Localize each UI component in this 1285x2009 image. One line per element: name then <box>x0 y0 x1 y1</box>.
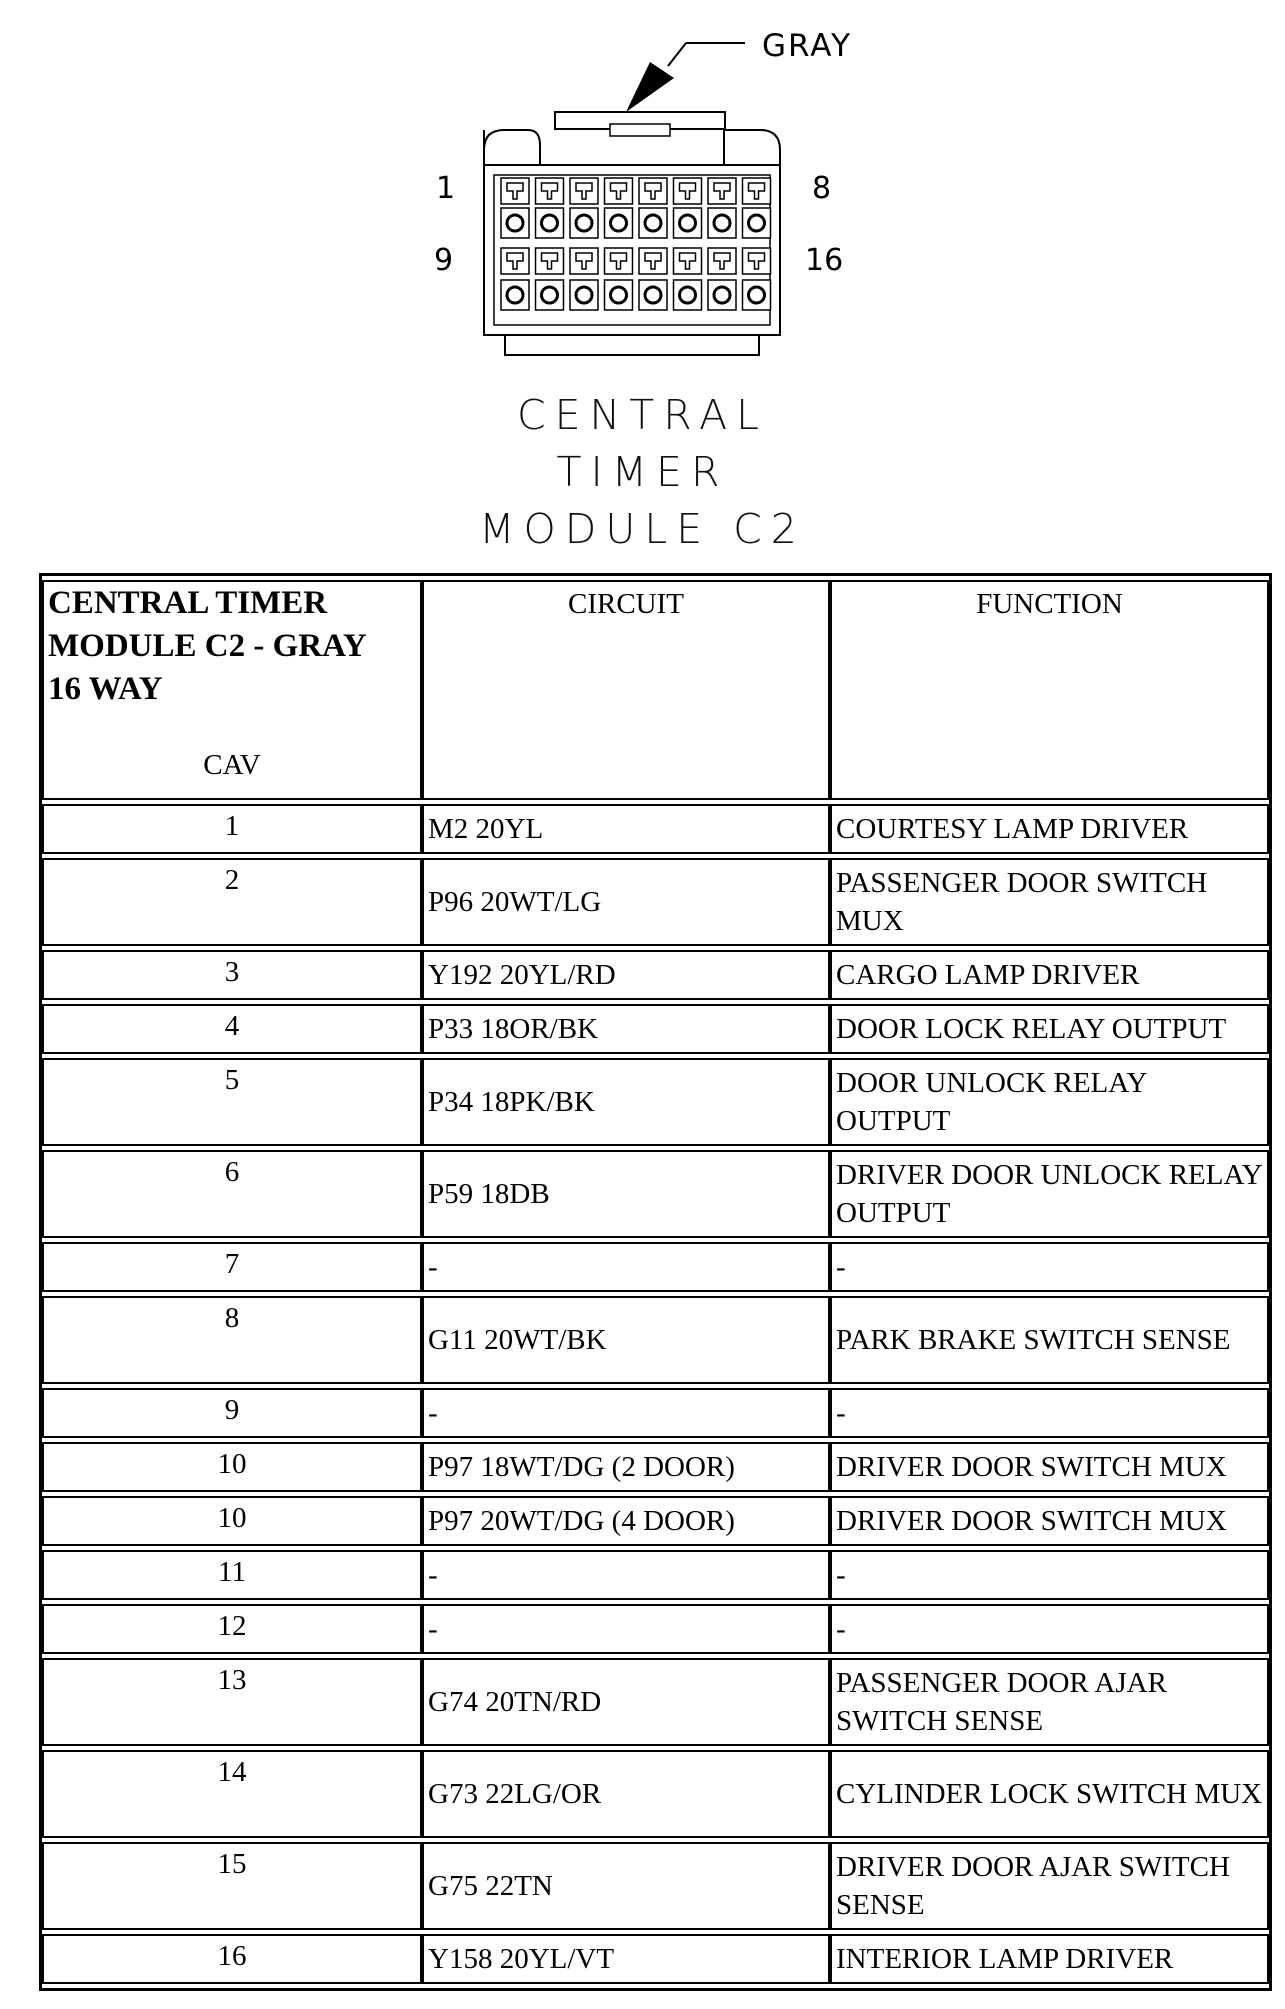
diagram-title-line-2: TIMER <box>556 448 729 496</box>
function-cell: - <box>830 1242 1269 1292</box>
pin-hole-icon <box>645 215 661 231</box>
cav-cell: 1 <box>42 804 422 854</box>
function-cell: DOOR LOCK RELAY OUTPUT <box>830 1004 1269 1054</box>
pin-hole-icon <box>542 287 558 303</box>
connector-header-line-3: 16 WAY <box>48 671 163 707</box>
pinout-rows <box>42 804 1269 1984</box>
pin-label-8: 8 <box>812 171 832 206</box>
circuit-cell: G74 20TN/RD <box>422 1658 830 1746</box>
connector-header-line-1: CENTRAL TIMER <box>48 585 328 621</box>
function-cell: DRIVER DOOR AJAR SWITCH SENSE <box>830 1842 1269 1930</box>
terminal-latch <box>536 248 564 274</box>
pin-hole-icon <box>507 215 523 231</box>
terminal-latch <box>743 178 771 204</box>
function-cell: DRIVER DOOR UNLOCK RELAY OUTPUT <box>830 1150 1269 1238</box>
function-cell: INTERIOR LAMP DRIVER <box>830 1934 1269 1984</box>
pin-hole-icon <box>680 287 696 303</box>
table-row <box>42 1658 1269 1746</box>
pin-hole-icon <box>749 215 765 231</box>
terminal-latch <box>570 178 598 204</box>
cav-cell: 4 <box>42 1004 422 1054</box>
table-row <box>42 1842 1269 1930</box>
table-row <box>42 1388 1269 1438</box>
cav-cell: 13 <box>42 1658 422 1746</box>
pin-label-9: 9 <box>434 243 454 278</box>
table-row <box>42 1242 1269 1292</box>
pin-hole-icon <box>714 287 730 303</box>
pin-label-16: 16 <box>805 243 844 278</box>
circuit-cell: - <box>422 1388 830 1438</box>
function-cell: COURTESY LAMP DRIVER <box>830 804 1269 854</box>
pin-hole-icon <box>507 287 523 303</box>
table-row <box>42 1442 1269 1492</box>
table-row <box>42 1550 1269 1600</box>
circuit-cell: P96 20WT/LG <box>422 858 830 946</box>
table-row <box>42 858 1269 946</box>
cav-cell: 15 <box>42 1842 422 1930</box>
cav-cell: 8 <box>42 1296 422 1384</box>
cav-cell: 11 <box>42 1550 422 1600</box>
terminal-latch <box>639 178 667 204</box>
table-row <box>42 1496 1269 1546</box>
cav-cell: 16 <box>42 1934 422 1984</box>
cav-cell: 3 <box>42 950 422 1000</box>
diagram-title-line-3: MODULE C2 <box>479 505 806 553</box>
terminal-latch <box>605 248 633 274</box>
terminal-latch <box>501 178 529 204</box>
color-callout-label: GRAY <box>762 28 853 64</box>
pin-hole-icon <box>576 215 592 231</box>
circuit-cell: G73 22LG/OR <box>422 1750 830 1838</box>
circuit-cell: - <box>422 1242 830 1292</box>
function-cell: - <box>830 1604 1269 1654</box>
connector-header-cell <box>42 580 422 800</box>
pin-hole-icon <box>645 287 661 303</box>
function-cell: DOOR UNLOCK RELAY OUTPUT <box>830 1058 1269 1146</box>
table-row <box>42 804 1269 854</box>
function-cell: - <box>830 1388 1269 1438</box>
circuit-cell: Y158 20YL/VT <box>422 1934 830 1984</box>
circuit-cell: P97 18WT/DG (2 DOOR) <box>422 1442 830 1492</box>
function-cell: CYLINDER LOCK SWITCH MUX <box>830 1750 1269 1838</box>
function-cell: CARGO LAMP DRIVER <box>830 950 1269 1000</box>
circuit-cell: - <box>422 1550 830 1600</box>
table-row <box>42 1058 1269 1146</box>
diagram-title-line-1: CENTRAL <box>517 391 768 439</box>
circuit-cell: Y192 20YL/RD <box>422 950 830 1000</box>
terminal-latch <box>536 178 564 204</box>
table-row <box>42 1150 1269 1238</box>
terminal-latch <box>501 248 529 274</box>
pin-hole-icon <box>680 215 696 231</box>
cav-cell: 7 <box>42 1242 422 1292</box>
circuit-cell: G11 20WT/BK <box>422 1296 830 1384</box>
pin-label-1: 1 <box>436 171 456 206</box>
terminal-latch <box>708 178 736 204</box>
function-cell: PARK BRAKE SWITCH SENSE <box>830 1296 1269 1384</box>
function-cell: DRIVER DOOR SWITCH MUX <box>830 1496 1269 1546</box>
function-cell: PASSENGER DOOR AJAR SWITCH SENSE <box>830 1658 1269 1746</box>
pin-hole-icon <box>576 287 592 303</box>
function-cell: - <box>830 1550 1269 1600</box>
table-row <box>42 1296 1269 1384</box>
circuit-cell: M2 20YL <box>422 804 830 854</box>
pin-hole-icon <box>749 287 765 303</box>
table-row <box>42 1934 1269 1984</box>
table-header-row <box>42 580 1269 800</box>
connector-header-line-2: MODULE C2 - GRAY <box>48 628 367 664</box>
table-row <box>42 1604 1269 1654</box>
table-row <box>42 1004 1269 1054</box>
pin-hole-icon <box>611 215 627 231</box>
circuit-cell: G75 22TN <box>422 1842 830 1930</box>
terminal-latch <box>639 248 667 274</box>
cav-cell: 10 <box>42 1442 422 1492</box>
cav-cell: 10 <box>42 1496 422 1546</box>
pinout-table <box>39 573 1272 1991</box>
terminal-latch <box>570 248 598 274</box>
cav-cell: 5 <box>42 1058 422 1146</box>
terminal-latch <box>743 248 771 274</box>
circuit-cell: - <box>422 1604 830 1654</box>
callout-arrow-icon <box>626 62 674 112</box>
cav-cell: 12 <box>42 1604 422 1654</box>
cav-cell: 9 <box>42 1388 422 1438</box>
circuit-cell: P97 20WT/DG (4 DOOR) <box>422 1496 830 1546</box>
pin-hole-icon <box>542 215 558 231</box>
cav-header: CAV <box>203 749 261 781</box>
table-row <box>42 1750 1269 1838</box>
circuit-header: CIRCUIT <box>422 580 830 800</box>
function-header: FUNCTION <box>830 580 1269 800</box>
pin-hole-icon <box>714 215 730 231</box>
cav-cell: 14 <box>42 1750 422 1838</box>
cav-cell: 2 <box>42 858 422 946</box>
function-cell: PASSENGER DOOR SWITCH MUX <box>830 858 1269 946</box>
function-cell: DRIVER DOOR SWITCH MUX <box>830 1442 1269 1492</box>
circuit-cell: P34 18PK/BK <box>422 1058 830 1146</box>
terminal-latch <box>708 248 736 274</box>
terminal-latch <box>674 248 702 274</box>
circuit-cell: P59 18DB <box>422 1150 830 1238</box>
terminal-latch <box>605 178 633 204</box>
circuit-cell: P33 18OR/BK <box>422 1004 830 1054</box>
cav-cell: 6 <box>42 1150 422 1238</box>
pin-hole-icon <box>611 287 627 303</box>
table-row <box>42 950 1269 1000</box>
terminal-latch <box>674 178 702 204</box>
